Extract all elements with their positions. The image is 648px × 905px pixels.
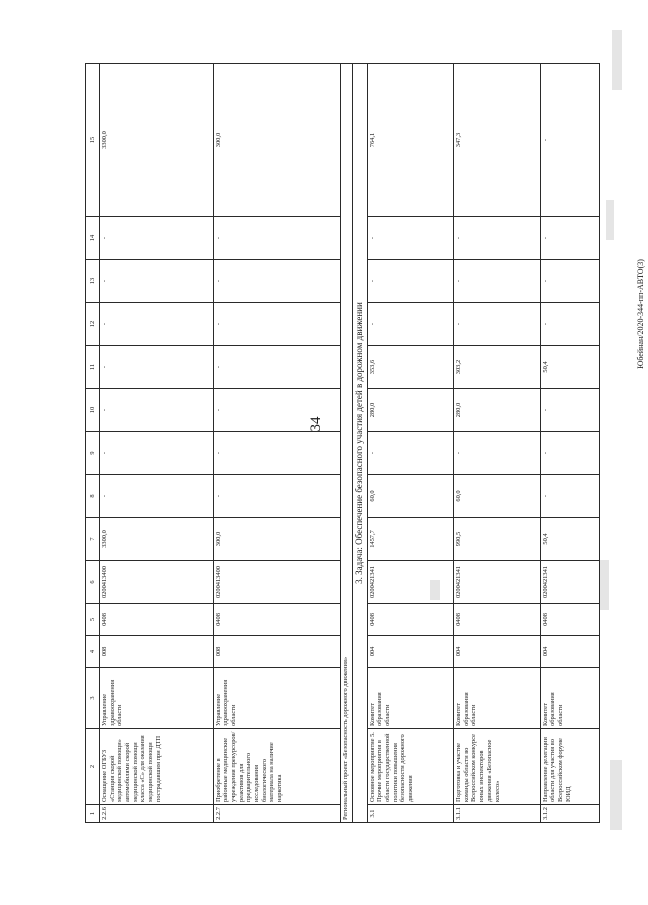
executor-cell: Управление здравоохранения области [100, 668, 214, 729]
section-number: 3. [354, 574, 365, 584]
value-cell: - [540, 475, 599, 518]
row-number-cell: 2.2.7 [213, 805, 340, 823]
table-row [540, 64, 599, 823]
executor-cell: Комитет образования области [540, 668, 599, 729]
value-cell: 0200413400 [100, 561, 214, 604]
section-task-row [352, 64, 367, 823]
column-number-cell: 5 [86, 604, 100, 636]
executor-cell: Комитет образования области [367, 668, 453, 729]
value-cell: - [454, 260, 540, 303]
column-number-cell: 9 [86, 432, 100, 475]
section-task-cell [352, 64, 367, 823]
value-cell: 004 [454, 636, 540, 668]
value-cell: - [100, 217, 214, 260]
section-title: Задача: Обеспечение безопасного участия детей в дорожном движении [354, 302, 365, 575]
value-cell: 60,0 [454, 475, 540, 518]
value-cell: 0200421341 [540, 561, 599, 604]
executor-cell: Комитет образования области [454, 668, 540, 729]
column-numbers-row [86, 64, 100, 823]
value-cell: 50,4 [540, 346, 599, 389]
document-code: Юбейнан/2020-344-пп-АВТО(3) [636, 259, 645, 369]
value-cell: - [213, 346, 340, 389]
value-cell: 0200413400 [213, 561, 340, 604]
column-number-cell: 13 [86, 260, 100, 303]
scan-noise [606, 200, 614, 240]
column-number-cell: 7 [86, 518, 100, 561]
row-number-cell: 3.1.2 [540, 805, 599, 823]
value-cell: 008 [100, 636, 214, 668]
value-cell: - [100, 346, 214, 389]
value-cell: 3300,0 [100, 518, 214, 561]
activity-name-cell: Основное мероприятие 5. Прочие мероприятия в области государственной политики повышения безопасности дорожного движения [367, 729, 453, 805]
value-cell: 004 [367, 636, 453, 668]
value-cell: - [367, 217, 453, 260]
value-cell: 004 [540, 636, 599, 668]
column-number-cell: 3 [86, 668, 100, 729]
scan-noise [612, 30, 622, 90]
value-cell: - [213, 303, 340, 346]
executor-cell: Управление здравоохранения области [213, 668, 340, 729]
column-number-cell: 12 [86, 303, 100, 346]
value-cell: 60,0 [367, 475, 453, 518]
value-cell: 0408 [540, 604, 599, 636]
value-cell: 50,4 [540, 518, 599, 561]
value-cell: - [540, 260, 599, 303]
activities-table [85, 63, 600, 823]
column-number-cell: 14 [86, 217, 100, 260]
value-cell: - [213, 432, 340, 475]
value-cell: - [540, 389, 599, 432]
scan-noise [610, 760, 622, 830]
table-row [367, 64, 453, 823]
table-body [86, 64, 600, 823]
column-number-cell: 10 [86, 389, 100, 432]
value-cell: - [367, 260, 453, 303]
row-number-cell: 3.1 [367, 805, 453, 823]
value-cell: 764,1 [367, 64, 453, 217]
value-cell: - [540, 432, 599, 475]
value-cell: 0408 [100, 604, 214, 636]
value-cell: 008 [213, 636, 340, 668]
regional-project-row [340, 64, 352, 823]
column-number-cell: 11 [86, 346, 100, 389]
value-cell: - [213, 389, 340, 432]
value-cell: - [100, 432, 214, 475]
value-cell: 0200421341 [454, 561, 540, 604]
value-cell: - [100, 303, 214, 346]
value-cell: 0408 [213, 604, 340, 636]
value-cell: 347,3 [454, 64, 540, 217]
table-row [100, 64, 214, 823]
page-number: 34 [308, 416, 324, 432]
value-cell: - [454, 432, 540, 475]
value-cell: 280,0 [367, 389, 453, 432]
value-cell: - [213, 217, 340, 260]
value-cell: - [454, 303, 540, 346]
activity-name-cell: Направление делегации области для участия во Всероссийском форуме ЮИД [540, 729, 599, 805]
value-cell: 280,0 [454, 389, 540, 432]
value-cell: - [213, 260, 340, 303]
value-cell: - [540, 303, 599, 346]
value-cell: 353,6 [367, 346, 453, 389]
column-number-cell: 4 [86, 636, 100, 668]
column-number-cell: 6 [86, 561, 100, 604]
regional-project-label: Региональный проект «Безопасность дорожного движения» [340, 64, 352, 823]
value-cell: 0408 [367, 604, 453, 636]
row-number-cell: 2.2.6 [100, 805, 214, 823]
scan-noise [600, 560, 609, 610]
column-number-cell: 15 [86, 64, 100, 217]
value-cell: - [100, 389, 214, 432]
program-table [85, 64, 600, 823]
activity-name-cell: Приобретение в районные медицинские учреждения прекурсоров/реактивов для предварительного исследования биологического материала на наличие наркотика [213, 729, 340, 805]
value-cell: - [454, 217, 540, 260]
value-cell: 3300,0 [100, 64, 214, 217]
column-number-cell: 8 [86, 475, 100, 518]
activity-name-cell: Подготовка и участие команды области во Всероссийском конкурсе юных инспекторов движения «Безопасное колесо» [454, 729, 540, 805]
column-number-cell: 1 [86, 805, 100, 823]
value-cell: - [540, 217, 599, 260]
value-cell: - [367, 303, 453, 346]
table-row [213, 64, 340, 823]
value-cell: 1457,7 [367, 518, 453, 561]
value-cell: - [100, 260, 214, 303]
value-cell: - [367, 432, 453, 475]
value-cell: 300,0 [213, 518, 340, 561]
activity-name-cell: Оснащение ОГБУЗ «Станция скорой медицинской помощи» автомобилями скорой медицинской помощи класса «С» для оказания медицинской помощи пострадавшим при ДТП [100, 729, 214, 805]
value-cell: - [213, 475, 340, 518]
row-number-cell: 3.1.1 [454, 805, 540, 823]
value-cell: 0408 [454, 604, 540, 636]
value-cell: - [540, 64, 599, 217]
table-row [454, 64, 540, 823]
value-cell: 300,0 [213, 64, 340, 217]
column-number-cell: 2 [86, 729, 100, 805]
value-cell: 0200421341 [367, 561, 453, 604]
value-cell: 303,2 [454, 346, 540, 389]
value-cell: 990,5 [454, 518, 540, 561]
value-cell: - [100, 475, 214, 518]
